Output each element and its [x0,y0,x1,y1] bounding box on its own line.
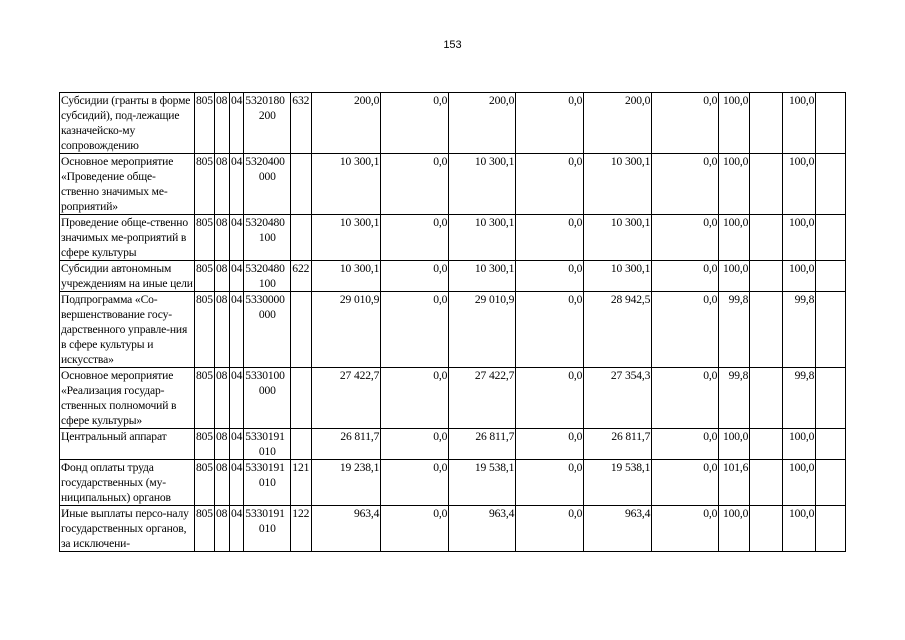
value-cell-5: 19 538,1 [584,460,652,506]
code-target-part-1: 5330000 [245,293,285,306]
code-section-cell: 08 [215,506,230,552]
value-cell-5: 10 300,1 [584,261,652,292]
value-cell-6: 0,0 [652,506,719,552]
code-section-cell: 08 [215,93,230,154]
value-cell-6: 0,0 [652,154,719,215]
value-cell-2: 0,0 [381,215,449,261]
value-cell-1: 10 300,1 [312,154,381,215]
blank-cell-1 [750,368,783,429]
code-target-cell [244,215,291,261]
code-subsection-cell: 04 [230,261,244,292]
percent-cell-1: 101,6 [719,460,750,506]
table-row [60,368,846,429]
value-cell-1: 27 422,7 [312,368,381,429]
blank-cell-1 [750,215,783,261]
code-target-part-2: 000 [258,384,276,397]
code-target-cell [244,261,291,292]
value-cell-5: 10 300,1 [584,215,652,261]
code-admin-cell: 805 [195,261,215,292]
value-cell-3: 10 300,1 [449,154,516,215]
table-row [60,215,846,261]
code-target-part-2: 010 [258,476,276,489]
percent-cell-2: 99,8 [783,292,816,368]
value-cell-1: 963,4 [312,506,381,552]
value-cell-3: 963,4 [449,506,516,552]
blank-cell-2 [816,154,846,215]
code-target-part-1: 5320480 [245,262,285,275]
code-expense-type-cell [291,429,312,460]
code-admin-cell: 805 [195,429,215,460]
value-cell-3: 19 538,1 [449,460,516,506]
code-target-part-1: 5320480 [245,216,285,229]
blank-cell-2 [816,261,846,292]
percent-cell-1: 100,0 [719,154,750,215]
percent-cell-1: 99,8 [719,292,750,368]
value-cell-4: 0,0 [516,261,584,292]
value-cell-6: 0,0 [652,292,719,368]
code-target-cell [244,292,291,368]
value-cell-3: 26 811,7 [449,429,516,460]
percent-cell-2: 100,0 [783,506,816,552]
value-cell-2: 0,0 [381,429,449,460]
table-row [60,154,846,215]
code-target-part-2: 010 [258,522,276,535]
code-subsection-cell: 04 [230,429,244,460]
percent-cell-1: 100,0 [719,93,750,154]
code-target-cell [244,368,291,429]
code-expense-type-cell: 122 [291,506,312,552]
value-cell-4: 0,0 [516,292,584,368]
code-target-part-2: 010 [258,445,276,458]
value-cell-1: 10 300,1 [312,215,381,261]
code-target-part-2: 100 [258,277,276,290]
row-name-cell: Субсидии автономным учреждениям на иные цели [61,262,193,290]
percent-cell-2: 100,0 [783,460,816,506]
value-cell-3: 10 300,1 [449,261,516,292]
code-admin-cell: 805 [195,154,215,215]
code-target-cell [244,93,291,154]
value-cell-4: 0,0 [516,93,584,154]
code-target-cell [244,506,291,552]
code-admin-cell: 805 [195,506,215,552]
code-expense-type-cell [291,154,312,215]
table-row [60,506,846,552]
code-target-part-1: 5320400 [245,155,285,168]
code-target-part-1: 5330191 [245,507,285,520]
value-cell-1: 19 238,1 [312,460,381,506]
code-target-cell [244,429,291,460]
row-name-cell: Основное мероприятие «Проведение обще-ственно значимых ме-роприятий» [60,154,195,215]
table-row [60,429,846,460]
code-target-part-2: 200 [258,109,276,122]
code-subsection-cell: 04 [230,460,244,506]
value-cell-1: 29 010,9 [312,292,381,368]
percent-cell-2: 100,0 [783,215,816,261]
row-name-cell: Проведение обще-ственно значимых ме-роприятий в сфере культуры [60,215,195,261]
blank-cell-2 [816,368,846,429]
code-subsection-cell: 04 [230,154,244,215]
code-target-part-1: 5330100 [245,369,285,382]
blank-cell-2 [816,292,846,368]
row-name-cell: Иные выплаты персо-налу государственных органов, за исключени- [60,506,195,552]
percent-cell-1: 100,0 [719,429,750,460]
budget-table [59,92,846,552]
value-cell-2: 0,0 [381,292,449,368]
code-section-cell: 08 [215,368,230,429]
percent-cell-2: 99,8 [783,368,816,429]
percent-cell-1: 100,0 [719,506,750,552]
value-cell-4: 0,0 [516,460,584,506]
code-expense-type-cell [291,215,312,261]
code-target-cell [244,154,291,215]
blank-cell-1 [750,460,783,506]
value-cell-6: 0,0 [652,460,719,506]
value-cell-6: 0,0 [652,429,719,460]
blank-cell-2 [816,93,846,154]
row-name-cell: Основное мероприятие «Реализация государ-ственных полномочий в сфере культуры» [60,368,195,429]
blank-cell-2 [816,215,846,261]
blank-cell-2 [816,429,846,460]
code-section-cell: 08 [215,261,230,292]
value-cell-2: 0,0 [381,261,449,292]
value-cell-2: 0,0 [381,506,449,552]
code-target-part-1: 5320180 [245,94,285,107]
value-cell-4: 0,0 [516,215,584,261]
table-row [60,261,846,292]
code-subsection-cell: 04 [230,368,244,429]
value-cell-5: 26 811,7 [584,429,652,460]
percent-cell-1: 99,8 [719,368,750,429]
value-cell-3: 10 300,1 [449,215,516,261]
value-cell-4: 0,0 [516,368,584,429]
code-target-part-2: 100 [258,231,276,244]
code-subsection-cell: 04 [230,506,244,552]
value-cell-5: 10 300,1 [584,154,652,215]
value-cell-4: 0,0 [516,506,584,552]
row-name-cell: Центральный аппарат [60,429,195,460]
code-expense-type-cell: 121 [291,460,312,506]
value-cell-1: 26 811,7 [312,429,381,460]
percent-cell-1: 100,0 [719,215,750,261]
blank-cell-1 [750,261,783,292]
code-admin-cell: 805 [195,368,215,429]
value-cell-5: 27 354,3 [584,368,652,429]
code-target-part-1: 5330191 [245,461,285,474]
value-cell-3: 29 010,9 [449,292,516,368]
code-section-cell: 08 [215,215,230,261]
code-target-cell [244,460,291,506]
code-expense-type-cell: 632 [291,93,312,154]
blank-cell-1 [750,154,783,215]
value-cell-2: 0,0 [381,154,449,215]
blank-cell-2 [816,460,846,506]
value-cell-1: 200,0 [312,93,381,154]
page-number: 153 [443,39,462,51]
percent-cell-2: 100,0 [783,261,816,292]
code-admin-cell: 805 [195,93,215,154]
blank-cell-2 [816,506,846,552]
blank-cell-1 [750,93,783,154]
value-cell-4: 0,0 [516,154,584,215]
percent-cell-2: 100,0 [783,93,816,154]
value-cell-6: 0,0 [652,215,719,261]
row-name-cell: Фонд оплаты труда государственных (му-ниципальных) органов [60,460,195,506]
blank-cell-1 [750,292,783,368]
value-cell-5: 200,0 [584,93,652,154]
row-name-cell: Подпрограмма «Со-вершенствование госу-дарственного управле-ния в сфере культуры и искусства» [60,292,195,368]
value-cell-3: 200,0 [449,93,516,154]
code-section-cell: 08 [215,154,230,215]
row-name-cell: Субсидии (гранты в форме субсидий), под-лежащие казначейско-му сопровождению [60,93,195,154]
table-row [60,460,846,506]
value-cell-4: 0,0 [516,429,584,460]
code-admin-cell: 805 [195,460,215,506]
code-target-part-2: 000 [258,308,276,321]
code-expense-type-cell [291,368,312,429]
code-section-cell: 08 [215,292,230,368]
value-cell-6: 0,0 [652,261,719,292]
code-expense-type-cell [291,292,312,368]
code-subsection-cell: 04 [230,215,244,261]
code-admin-cell: 805 [195,215,215,261]
code-subsection-cell: 04 [230,93,244,154]
value-cell-5: 28 942,5 [584,292,652,368]
value-cell-2: 0,0 [381,460,449,506]
value-cell-2: 0,0 [381,93,449,154]
percent-cell-2: 100,0 [783,154,816,215]
code-admin-cell: 805 [195,292,215,368]
value-cell-2: 0,0 [381,368,449,429]
code-target-part-1: 5330191 [245,430,285,443]
code-subsection-cell: 04 [230,292,244,368]
code-target-part-2: 000 [258,170,276,183]
code-section-cell: 08 [215,429,230,460]
percent-cell-2: 100,0 [783,429,816,460]
percent-cell-1: 100,0 [719,261,750,292]
blank-cell-1 [750,429,783,460]
code-section-cell: 08 [215,460,230,506]
value-cell-6: 0,0 [652,93,719,154]
table-row [60,93,846,154]
value-cell-1: 10 300,1 [312,261,381,292]
table-row [60,292,846,368]
blank-cell-1 [750,506,783,552]
value-cell-5: 963,4 [584,506,652,552]
value-cell-3: 27 422,7 [449,368,516,429]
code-expense-type-cell: 622 [291,261,312,292]
value-cell-6: 0,0 [652,368,719,429]
